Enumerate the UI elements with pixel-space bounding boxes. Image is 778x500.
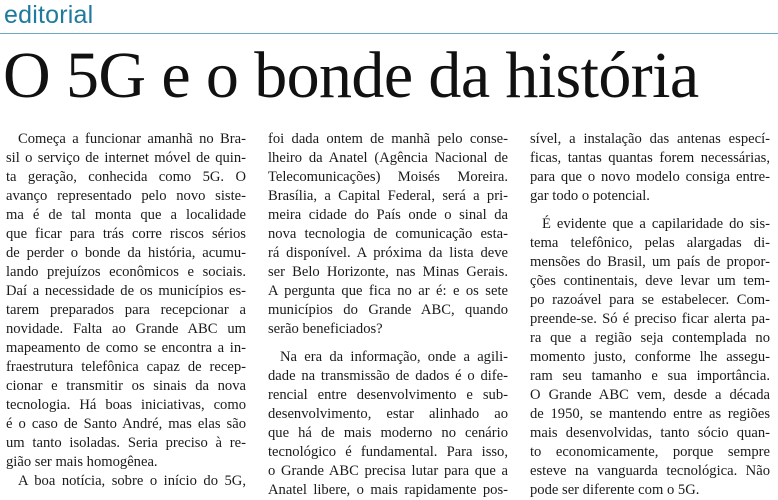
text-line: tema telefônico, pelas alargadas di- (530, 235, 770, 251)
text-line: A boa notícia, sobre o início do 5G, (18, 473, 246, 489)
text-line: novidade. Falta ao Grande ABC um (6, 321, 246, 337)
text-line: esteve na vanguarda tecnológica. Não (530, 463, 770, 479)
text-line: é o caso de Santo André, mas elas são (6, 416, 246, 432)
text-line: sível, a instalação das antenas especí- (530, 131, 770, 147)
text-line: avanço representado pelo novo siste- (6, 188, 246, 204)
text-line: lando prejuízos econômicos e sociais. (6, 264, 246, 280)
headline: O 5G e o bonde da história (3, 39, 699, 112)
text-line: municípios do Grande ABC, quando (268, 302, 508, 318)
text-line: preende-se. Só é preciso ficar alerta pa- (530, 311, 770, 327)
article-column-2 (268, 130, 508, 500)
text-line: lheiro da Anatel (Agência Nacional de (268, 150, 508, 166)
text-line: ram seu tamanho e sua importância. (530, 368, 770, 384)
text-line: gião ser mais homogênea. (6, 454, 158, 470)
text-line: Na era da informação, onde a agili- (280, 349, 508, 365)
text-line: ta geração, conhecida como 5G. O (6, 169, 246, 185)
text-line: mais desenvolvidas, tanto sócio quan- (530, 425, 770, 441)
text-line: ser Belo Horizonte, nas Minas Gerais. (268, 264, 508, 280)
text-line: Começa a funcionar amanhã no Bra- (18, 131, 246, 147)
text-line: rencial entre desenvolvimento e sub- (268, 387, 508, 403)
text-line: fraestrutura telefônica capaz de recep- (6, 359, 246, 375)
article-column-3 (530, 130, 770, 500)
text-line: tarem preparados para recepcionar a (6, 302, 246, 318)
text-line: momento justo, conforme lhe assegu- (530, 349, 770, 365)
text-line: sil o serviço de internet móvel de quin- (6, 150, 246, 166)
article-column-1 (6, 130, 246, 491)
text-line: que há de mais moderno no cenário (268, 425, 508, 441)
text-line: ma é de tal monta que a localidade (6, 207, 246, 223)
text-line: O Grande ABC vem, desde a década (530, 387, 770, 403)
text-line: gar todo o potencial. (530, 188, 650, 204)
text-line: cionar e transmitir os sinais da nova (6, 378, 246, 394)
text-line: que ficar para trás corre riscos sérios (6, 226, 246, 242)
text-line: to economicamente, porque sempre (530, 444, 770, 460)
text-line: de perder o bonde da história, acumu- (6, 245, 246, 261)
text-line: Telecomunicações) Moisés Moreira. (268, 169, 508, 185)
text-line: o Grande ABC precisa lutar para que a (268, 463, 508, 479)
text-line: ções continentais, deve levar um tem- (530, 273, 770, 289)
text-line: tecnologia. Há boas iniciativas, como (6, 397, 246, 413)
text-line: É evidente que a capilaridade do sis- (542, 216, 770, 232)
text-line: meira cidade do País onde o sinal da (268, 207, 508, 223)
text-line: para que o novo modelo consiga entre- (530, 169, 770, 185)
text-line: pode ser diferente com o 5G. (530, 482, 700, 498)
text-line: dade na transmissão de dados é o dife- (268, 368, 508, 384)
text-line: tecnológico é fundamental. Para isso, (268, 444, 508, 460)
text-line: desenvolvimento, estar alinhado ao (268, 406, 508, 422)
text-line: po razoável para se estabelecer. Com- (530, 292, 770, 308)
section-label: editorial (4, 1, 94, 29)
text-line: mapeamento de como se encontra a in- (6, 340, 246, 356)
text-line: Anatel libere, o mais rapidamente pos- (268, 482, 508, 498)
text-line: ficas, tantas quantas forem necessárias, (530, 150, 770, 166)
text-line: rá disponível. A próxima da lista deve (268, 245, 508, 261)
section-divider (0, 33, 778, 34)
text-line: mensões do Brasil, um país de propor- (530, 254, 770, 270)
text-line: A pergunta que fica no ar é: e os sete (268, 283, 508, 299)
text-line: um tanto isoladas. Seria preciso à re- (6, 435, 246, 451)
text-line: Daí a necessidade de os municípios es- (6, 283, 246, 299)
text-line: foi dada ontem de manhã pelo conse- (268, 131, 508, 147)
text-line: de 1950, se mantendo entre as regiões (530, 406, 770, 422)
text-line: ra que a região seja contemplada no (530, 330, 770, 346)
text-line: nova tecnologia de comunicação esta- (268, 226, 508, 242)
text-line: serão beneficiados? (268, 321, 383, 337)
text-line: Brasília, a Capital Federal, será a pri- (268, 188, 508, 204)
